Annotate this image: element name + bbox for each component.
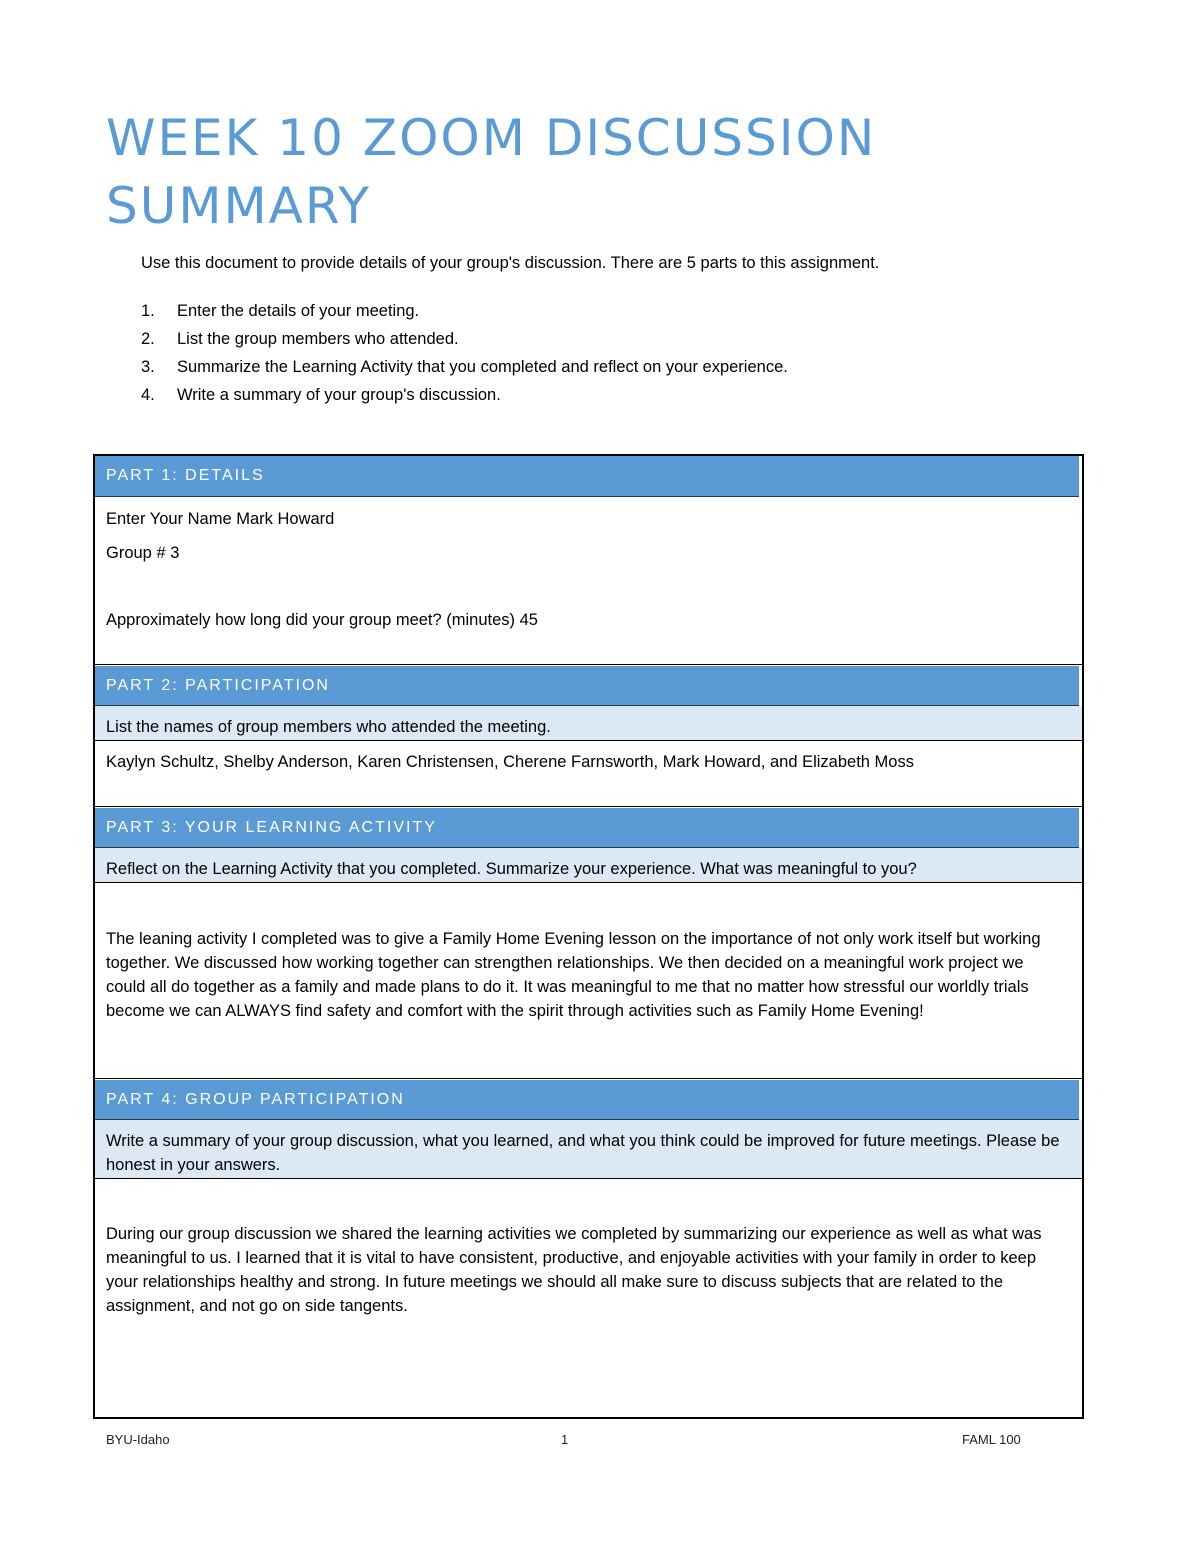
part2-prompt: List the names of group members who attended the meeting. <box>95 706 1082 741</box>
list-text: Enter the details of your meeting. <box>177 302 420 320</box>
page-number: 1 <box>561 1432 569 1447</box>
divider <box>95 664 1082 665</box>
part3-prompt: Reflect on the Learning Activity that you completed. Summarize your experience. What was meaningful to you? <box>95 848 1082 883</box>
part4-header: PART 4: GROUP PARTICIPATION <box>95 1080 1079 1120</box>
part2-answer[interactable]: Kaylyn Schultz, Shelby Anderson, Karen Christensen, Cherene Farnsworth, Mark Howard, and Elizabeth Moss <box>106 753 914 771</box>
page-title: WEEK 10 ZOOM DISCUSSION SUMMARY <box>106 109 877 235</box>
name-field[interactable]: Enter Your Name Mark Howard <box>106 510 335 528</box>
list-number: 4. <box>141 386 155 404</box>
list-item <box>141 328 788 356</box>
part1-body <box>95 507 1082 632</box>
list-number: 2. <box>141 330 155 348</box>
intro-text: Use this document to provide details of your group's discussion. There are 5 parts to this assignment. <box>141 254 880 272</box>
footer-left: BYU-Idaho <box>106 1432 170 1447</box>
part3-answer[interactable]: The leaning activity I completed was to give a Family Home Evening lesson on the importance of not only work itself but working together. We discussed how working together can strengthen relationships. We then decided on a meaningful work project we could all do together as a family and made plans to do it. It was meaningful to me that no matter how stressful our worldly trials become we can ALWAYS find safety and comfort with the spirit through activities such as Family Home Evening! <box>106 930 1041 1020</box>
list-item <box>141 384 788 412</box>
footer-right: FAML 100 <box>962 1432 1021 1447</box>
list-text: Summarize the Learning Activity that you completed and reflect on your experience. <box>177 358 788 376</box>
instructions-list <box>141 300 788 412</box>
list-item <box>141 356 788 384</box>
list-number: 3. <box>141 358 155 376</box>
part2-header: PART 2: PARTICIPATION <box>95 666 1079 706</box>
part1-header: PART 1: DETAILS <box>95 456 1079 497</box>
list-number: 1. <box>141 302 155 320</box>
list-text: List the group members who attended. <box>177 330 459 348</box>
part3-header: PART 3: YOUR LEARNING ACTIVITY <box>95 808 1079 848</box>
assignment-form <box>93 454 1084 1419</box>
duration-field[interactable]: Approximately how long did your group meet? (minutes) 45 <box>106 611 538 629</box>
divider <box>95 1078 1082 1079</box>
divider <box>95 806 1082 807</box>
list-item <box>141 300 788 328</box>
part4-answer[interactable]: During our group discussion we shared the learning activities we completed by summarizing our experience as well as what was meaningful to us. I learned that it is vital to have consistent, productive, and enjoyable activities with your family in order to keep your relationships healthy and strong. In future meetings we should all make sure to discuss subjects that are related to the assignment, and not go on side tangents. <box>106 1225 1042 1315</box>
part4-prompt: Write a summary of your group discussion, what you learned, and what you think could be improved for future meetings. Please be honest in your answers. <box>95 1120 1082 1179</box>
group-field[interactable]: Group # 3 <box>106 544 180 562</box>
list-text: Write a summary of your group's discussion. <box>177 386 501 404</box>
